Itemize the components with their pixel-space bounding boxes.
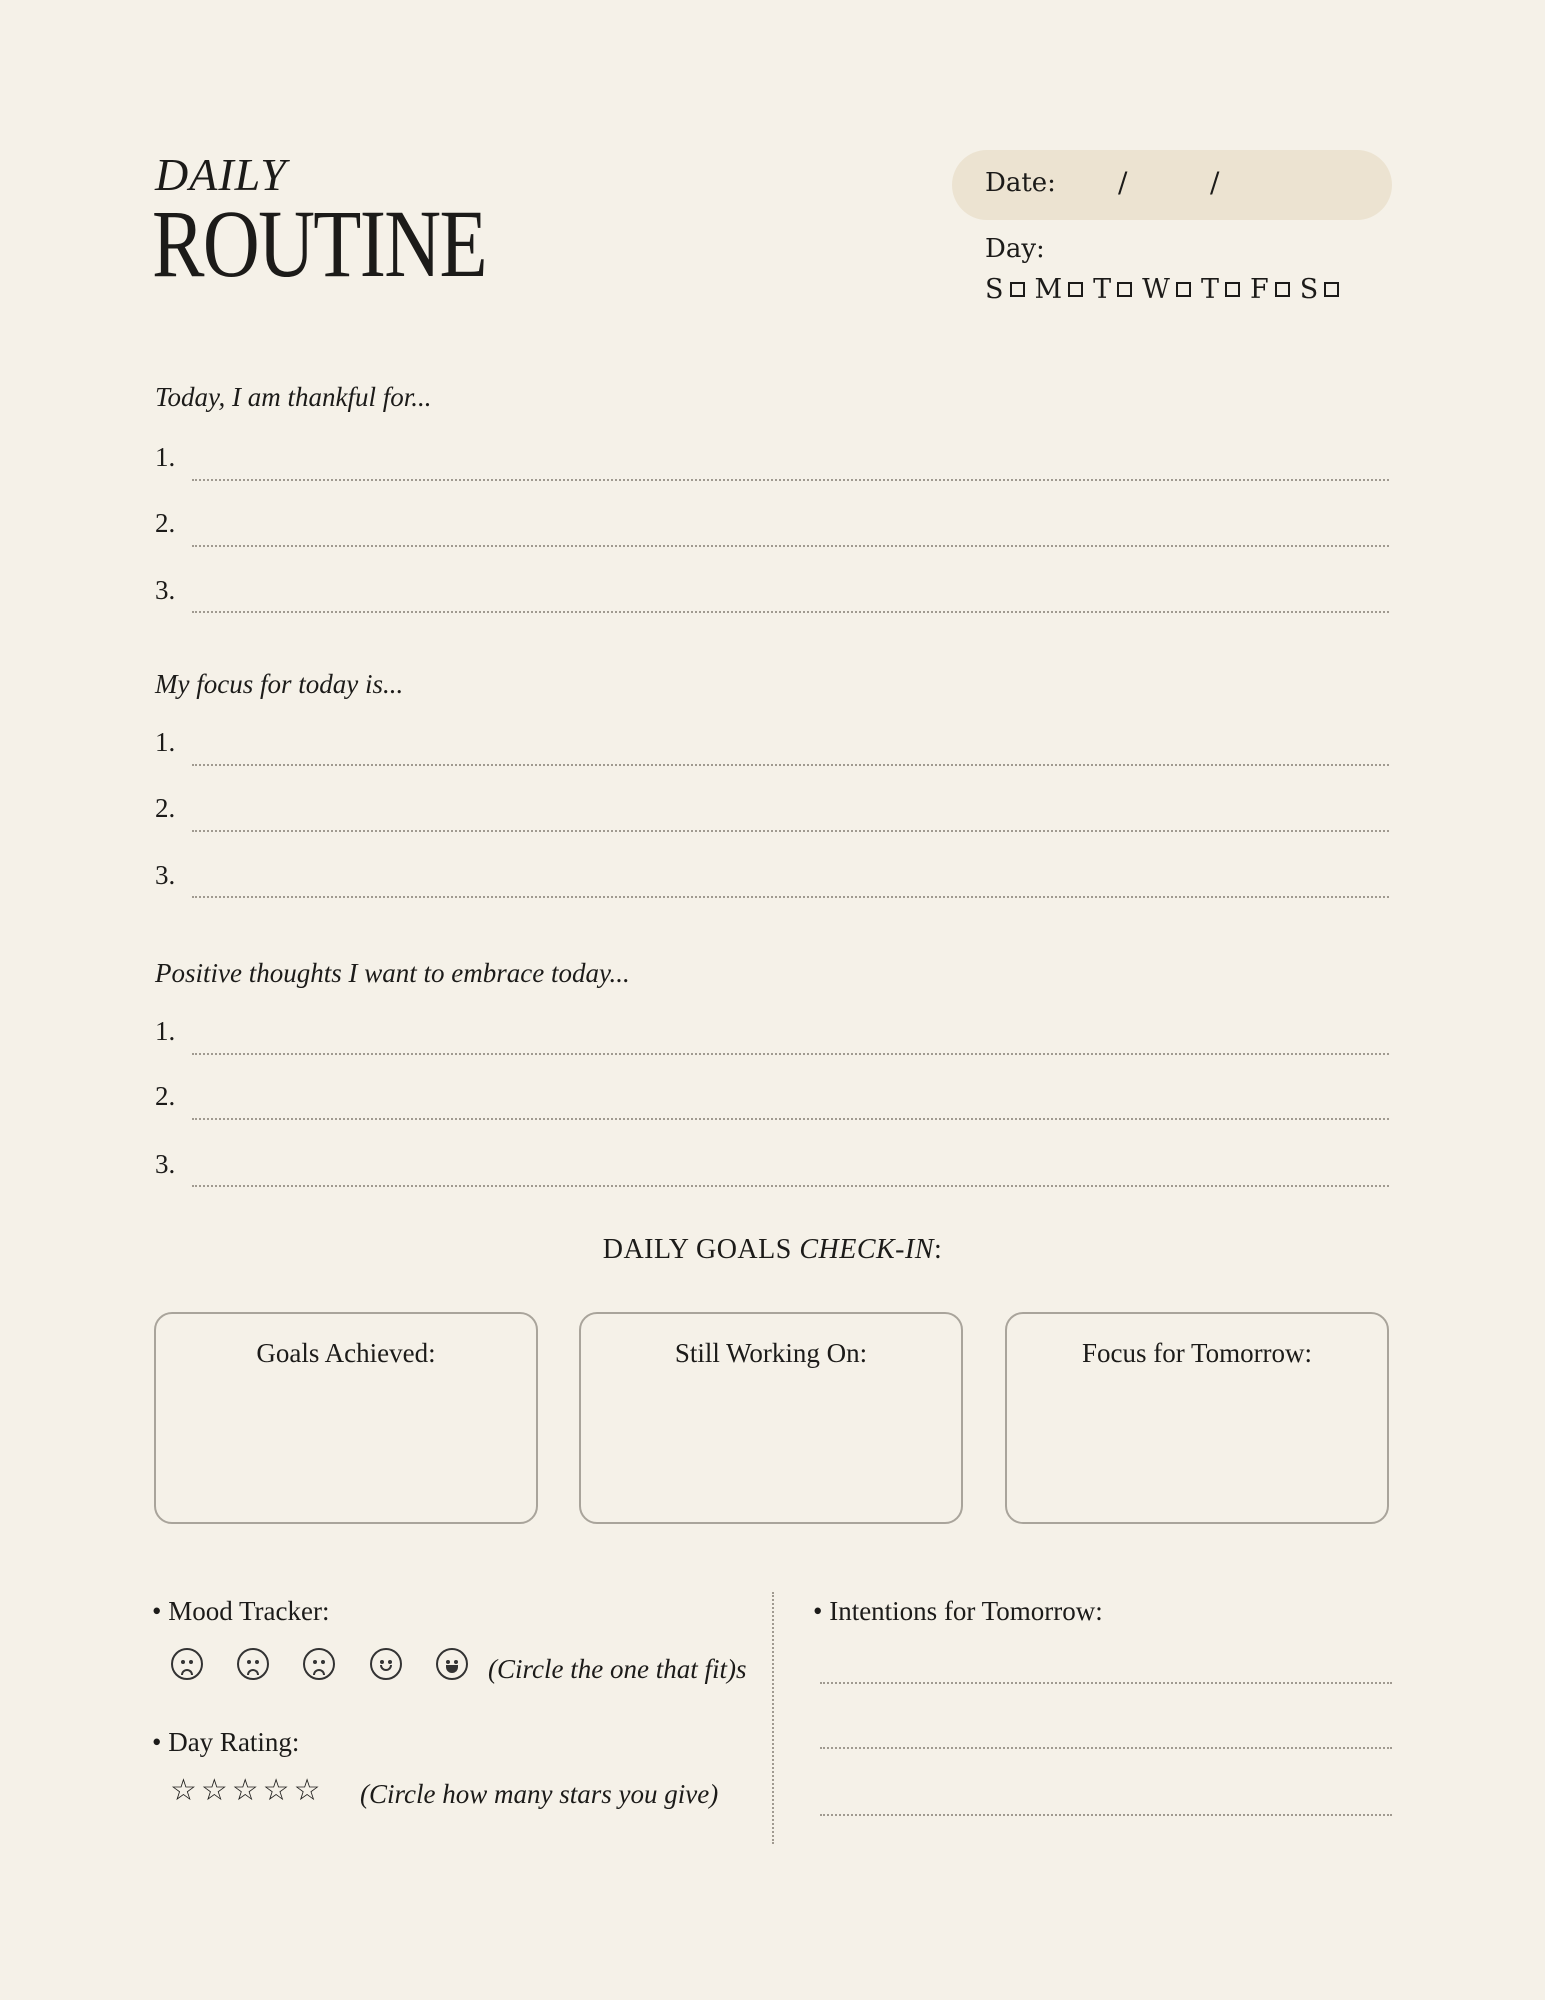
list-number: 3. [155,575,176,605]
weekday-checkbox[interactable] [1068,282,1083,297]
day-label: Day: [985,234,1045,264]
checkin-title-italic: CHECK-IN [799,1234,934,1265]
weekday-letter: W [1142,274,1170,305]
sad-face-icon[interactable] [303,1648,335,1680]
writing-line[interactable] [192,1118,1389,1120]
laughing-face-icon[interactable] [436,1648,468,1680]
checkin-title-suffix: : [934,1234,943,1265]
smile-face-icon[interactable] [370,1648,402,1680]
focus-for-tomorrow-box[interactable] [1005,1312,1389,1524]
date-label: Date: [985,168,1056,198]
weekday-checkbox[interactable] [1275,282,1290,297]
star-rating-icons[interactable]: ☆☆☆☆☆ [170,1773,325,1808]
goals-achieved-box[interactable] [154,1312,538,1524]
writing-line[interactable] [192,1185,1389,1187]
list-number: 1. [155,442,176,472]
very-sad-face-icon[interactable] [171,1648,203,1680]
checkin-title [0,1234,1545,1266]
date-separator: / [1118,166,1128,199]
title-daily: DAILY [155,149,287,200]
weekday-checkbox[interactable] [1225,282,1240,297]
weekday-checkbox[interactable] [1324,282,1339,297]
weekday-letter: S [1299,274,1319,305]
list-number: 2. [155,793,176,823]
weekday-letter: M [1034,274,1063,305]
rating-note: (Circle how many stars you give) [360,1779,719,1809]
focus-for-tomorrow-label: Focus for Tomorrow: [1081,1338,1313,1368]
date-separator: / [1210,166,1220,199]
checkin-title-main: DAILY GOALS [602,1234,800,1265]
still-working-on-box[interactable] [579,1312,963,1524]
mood-tracker-label: • Mood Tracker: [152,1596,330,1626]
list-number: 2. [155,508,176,538]
intentions-label: • Intentions for Tomorrow: [813,1596,1103,1626]
weekday-letter: T [1200,274,1219,305]
still-working-on-label: Still Working On: [674,1338,868,1368]
list-number: 2. [155,1081,176,1111]
weekday-checkbox[interactable] [1176,282,1191,297]
column-divider [772,1592,774,1844]
weekday-checkboxes [985,274,1345,305]
weekday-letter: T [1093,274,1112,305]
title-routine: ROUTINE [152,190,486,297]
writing-line[interactable] [820,1814,1392,1816]
weekday-checkbox[interactable] [1117,282,1132,297]
writing-line[interactable] [192,1053,1389,1055]
writing-line[interactable] [192,764,1389,766]
mood-note: (Circle the one that fit)s [488,1654,747,1684]
focus-prompt: My focus for today is... [155,669,404,699]
writing-line[interactable] [192,545,1389,547]
list-number: 1. [155,1016,176,1046]
weekday-letter: F [1249,274,1269,305]
writing-line[interactable] [820,1682,1392,1684]
writing-line[interactable] [192,896,1389,898]
list-number: 3. [155,1149,176,1179]
writing-line[interactable] [192,479,1389,481]
list-number: 3. [155,860,176,890]
sad-face-icon[interactable] [237,1648,269,1680]
writing-line[interactable] [820,1747,1392,1749]
list-number: 1. [155,727,176,757]
weekday-letter: S [985,274,1004,305]
writing-line[interactable] [192,830,1389,832]
day-rating-label: • Day Rating: [152,1727,300,1757]
weekday-checkbox[interactable] [1010,282,1025,297]
positive-thoughts-prompt: Positive thoughts I want to embrace today... [155,958,630,988]
goals-achieved-label: Goals Achieved: [256,1338,436,1368]
thankful-prompt: Today, I am thankful for... [155,382,432,412]
writing-line[interactable] [192,611,1389,613]
